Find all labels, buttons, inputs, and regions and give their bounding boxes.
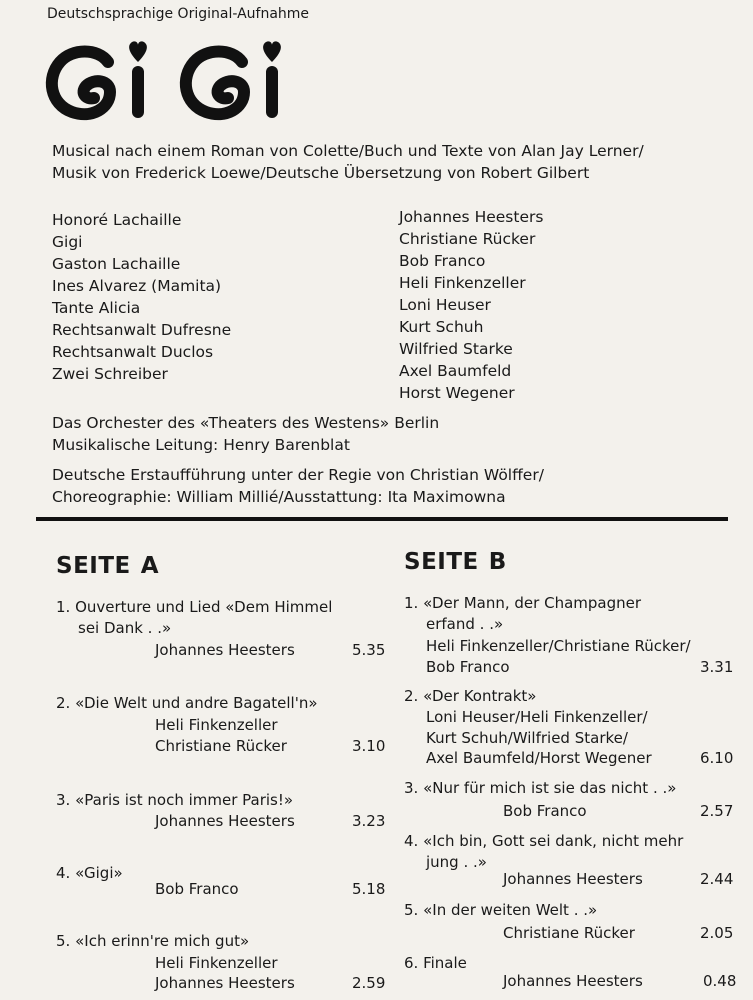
track-time: 2.59	[352, 974, 386, 992]
track-b2	[404, 686, 536, 707]
track-number: 5.	[404, 901, 419, 919]
album-subtitle: Deutschsprachige Original-Aufnahme	[47, 6, 310, 22]
track-artist: Loni Heuser/Heli Finkenzeller/	[426, 708, 648, 726]
track-a3	[56, 790, 293, 811]
heart-icon	[129, 41, 147, 62]
track-b6	[404, 953, 467, 974]
track-time: 5.35	[352, 641, 386, 659]
track-b3	[404, 778, 676, 799]
track-number: 4.	[56, 864, 71, 882]
track-time: 3.23	[352, 812, 386, 830]
track-time: 0.48	[703, 972, 737, 990]
track-title: «Ich bin, Gott sei dank, nicht mehr	[423, 832, 684, 850]
track-time: 2.05	[700, 924, 734, 942]
cast-actors	[399, 206, 543, 404]
track-time: 3.31	[700, 658, 734, 676]
description-line: Musical nach einem Roman von Colette/Buch und Texte von Alan Jay Lerner/	[52, 142, 644, 160]
track-artist: Axel Baumfeld/Horst Wegener	[426, 749, 652, 767]
cast-role: Zwei Schreiber	[52, 365, 168, 383]
track-artist: Johannes Heesters	[503, 972, 643, 990]
track-artist: Heli Finkenzeller	[155, 954, 278, 972]
track-number: 3.	[404, 779, 419, 797]
track-title: Ouverture und Lied «Dem Himmel	[75, 598, 333, 616]
track-a4	[56, 863, 123, 884]
track-artist: Bob Franco	[155, 880, 239, 898]
track-title: «Der Mann, der Champagner	[423, 594, 642, 612]
track-number: 2.	[404, 687, 419, 705]
divider-rule	[36, 517, 728, 521]
credit-line: Musikalische Leitung: Henry Barenblat	[52, 436, 350, 454]
credit-line: Choreographie: William Millié/Ausstattung: Ita Maximowna	[52, 488, 506, 506]
side-letter: A	[140, 553, 160, 579]
track-artist: Heli Finkenzeller	[155, 716, 278, 734]
track-artist: Johannes Heesters	[155, 812, 295, 830]
cast-role: Gaston Lachaille	[52, 255, 181, 273]
cast-actor: Loni Heuser	[399, 296, 491, 314]
track-title: «Der Kontrakt»	[423, 687, 537, 705]
track-artist: Heli Finkenzeller/Christiane Rücker/	[426, 637, 691, 655]
track-time: 6.10	[700, 749, 734, 767]
side-a-heading	[56, 553, 159, 579]
track-a2	[56, 693, 318, 714]
side-b-heading	[404, 549, 507, 575]
track-time: 5.18	[352, 880, 386, 898]
cast-actor: Christiane Rücker	[399, 230, 536, 248]
track-artist: Johannes Heesters	[503, 870, 643, 888]
track-b4	[404, 831, 683, 873]
description-line: Musik von Frederick Loewe/Deutsche Übersetzung von Robert Gilbert	[52, 164, 590, 182]
track-title: «Paris ist noch immer Paris!»	[75, 791, 294, 809]
track-artist: Bob Franco	[503, 802, 587, 820]
track-number: 3.	[56, 791, 71, 809]
track-title: «Gigi»	[75, 864, 123, 882]
heart-icon	[263, 41, 281, 62]
track-title: «In der weiten Welt . .»	[423, 901, 598, 919]
track-artist: Kurt Schuh/Wilfried Starke/	[426, 729, 628, 747]
cast-role: Ines Alvarez (Mamita)	[52, 277, 222, 295]
track-title: «Ich erinn're mich gut»	[75, 932, 250, 950]
track-number: 1.	[404, 594, 419, 612]
track-title: Finale	[423, 954, 467, 972]
side-word: SEITE	[404, 549, 479, 575]
cast-actor: Wilfried Starke	[399, 340, 513, 358]
track-title: «Nur für mich ist sie das nicht . .»	[423, 779, 677, 797]
track-title: erfand . .»	[426, 615, 504, 633]
track-artist: Johannes Heesters	[155, 974, 295, 992]
track-artist: Christiane Rücker	[503, 924, 635, 942]
cast-role: Gigi	[52, 233, 83, 251]
track-time: 2.57	[700, 802, 734, 820]
track-title: sei Dank . .»	[78, 619, 172, 637]
cast-actor: Kurt Schuh	[399, 318, 484, 336]
track-number: 4.	[404, 832, 419, 850]
gigi-logo	[40, 40, 340, 122]
cast-role: Rechtsanwalt Dufresne	[52, 321, 232, 339]
credits	[52, 412, 439, 456]
track-artist: Christiane Rücker	[155, 737, 287, 755]
track-b5	[404, 900, 597, 921]
track-number: 1.	[56, 598, 71, 616]
track-a1	[56, 597, 332, 639]
track-number: 2.	[56, 694, 71, 712]
track-number: 6.	[404, 954, 419, 972]
credits-2	[52, 464, 544, 508]
side-letter: B	[488, 549, 507, 575]
cast-role: Rechtsanwalt Duclos	[52, 343, 214, 361]
track-a5	[56, 931, 249, 952]
side-word: SEITE	[56, 553, 131, 579]
cast-role: Honoré Lachaille	[52, 211, 182, 229]
track-title: «Die Welt und andre Bagatell'n»	[75, 694, 318, 712]
track-title: jung . .»	[426, 853, 487, 871]
cast-actor: Bob Franco	[399, 252, 486, 270]
cast-actor: Heli Finkenzeller	[399, 274, 526, 292]
track-number: 5.	[56, 932, 71, 950]
cast-actor: Horst Wegener	[399, 384, 515, 402]
track-artist: Johannes Heesters	[155, 641, 295, 659]
cast-actor: Axel Baumfeld	[399, 362, 512, 380]
cast-role: Tante Alicia	[52, 299, 141, 317]
description	[52, 140, 644, 184]
cast-roles	[52, 209, 231, 385]
track-time: 3.10	[352, 737, 386, 755]
credit-line: Das Orchester des «Theaters des Westens» Berlin	[52, 414, 440, 432]
track-b1	[404, 593, 641, 635]
credit-line: Deutsche Erstaufführung unter der Regie von Christian Wölffer/	[52, 466, 544, 484]
track-time: 2.44	[700, 870, 734, 888]
cast-actor: Johannes Heesters	[399, 208, 544, 226]
track-artist: Bob Franco	[426, 658, 510, 676]
